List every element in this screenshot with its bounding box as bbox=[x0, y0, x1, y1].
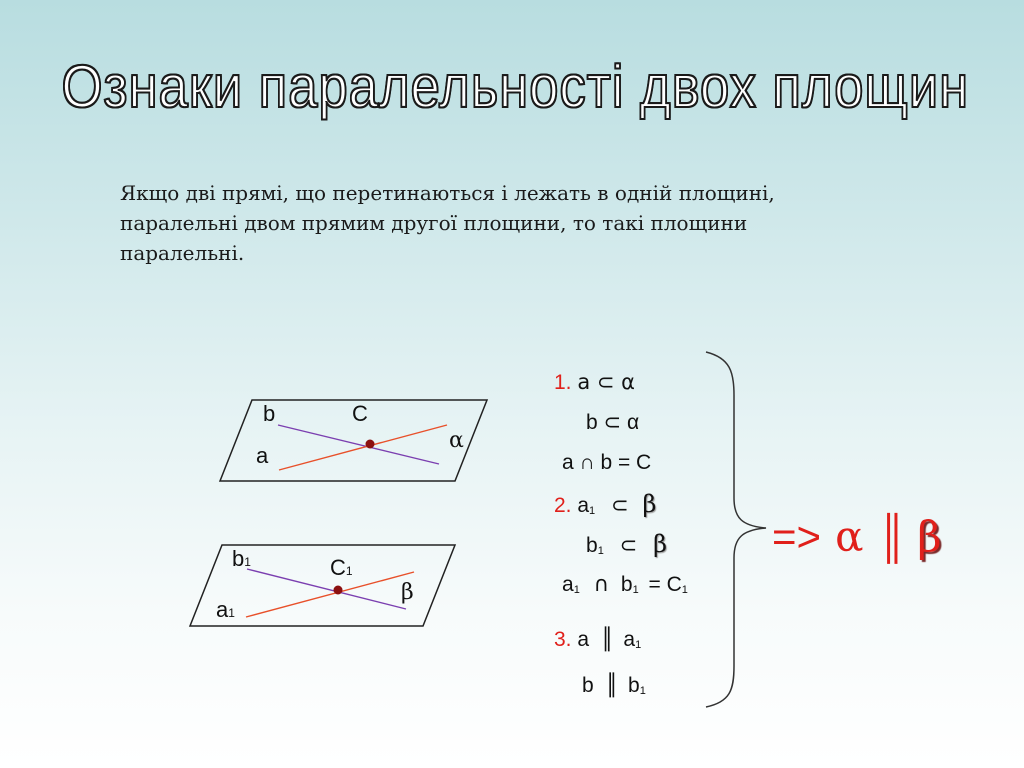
condition-3-number: 3. bbox=[554, 628, 572, 651]
label-b: b bbox=[263, 401, 276, 426]
condition-1-line-3: a ∩ b = C bbox=[562, 451, 652, 474]
line-b1 bbox=[247, 569, 406, 609]
statement-line-2: паралельні двом прямим другої площини, то такі площини bbox=[120, 211, 748, 235]
conclusion bbox=[772, 512, 941, 561]
label-a: a bbox=[256, 443, 269, 468]
statement-line-1: Якщо дві прямі, що перетинаються і лежать в одній площині, bbox=[120, 181, 775, 205]
beta-symbol: β bbox=[653, 530, 667, 558]
label-alpha: α bbox=[449, 428, 464, 453]
result-beta: β bbox=[917, 512, 942, 561]
line-b bbox=[278, 425, 439, 464]
result-alpha: α bbox=[835, 512, 864, 561]
point-c bbox=[366, 440, 375, 449]
implies-arrow: => bbox=[772, 513, 822, 560]
condition-1-text: a ⊂ α bbox=[577, 370, 636, 394]
condition-1-number: 1. bbox=[554, 371, 572, 394]
curly-brace bbox=[706, 352, 766, 707]
condition-1-line-1 bbox=[554, 370, 635, 395]
point-c1 bbox=[334, 586, 343, 595]
label-b1: b1 bbox=[232, 546, 251, 571]
label-beta: β bbox=[401, 580, 414, 605]
condition-1-line-2: b ⊂ α bbox=[586, 411, 640, 434]
slide-title: Ознаки паралельності двох площин bbox=[61, 53, 970, 120]
beta-symbol: β bbox=[642, 490, 657, 518]
label-a1: a1 bbox=[216, 597, 235, 622]
condition-2-line-3: $a_1$ ∩ $b_1 = C_1$ bbox=[562, 572, 688, 596]
statement-line-3: паралельні. bbox=[120, 241, 245, 265]
condition-2-number: 2. bbox=[554, 494, 572, 517]
label-c1: C1 bbox=[330, 555, 353, 580]
condition-3-line-1: 3. a ║ $a_1$ bbox=[554, 627, 642, 651]
label-c: C bbox=[352, 401, 368, 426]
condition-3-line-2: b ║ $b_1$ bbox=[582, 673, 646, 697]
condition-2-line-1: 2. $a_1$ ⊂ β bbox=[554, 490, 657, 518]
result-parallel: ║ bbox=[877, 513, 908, 560]
condition-2-line-2: $b_1$ ⊂ β bbox=[586, 530, 667, 558]
